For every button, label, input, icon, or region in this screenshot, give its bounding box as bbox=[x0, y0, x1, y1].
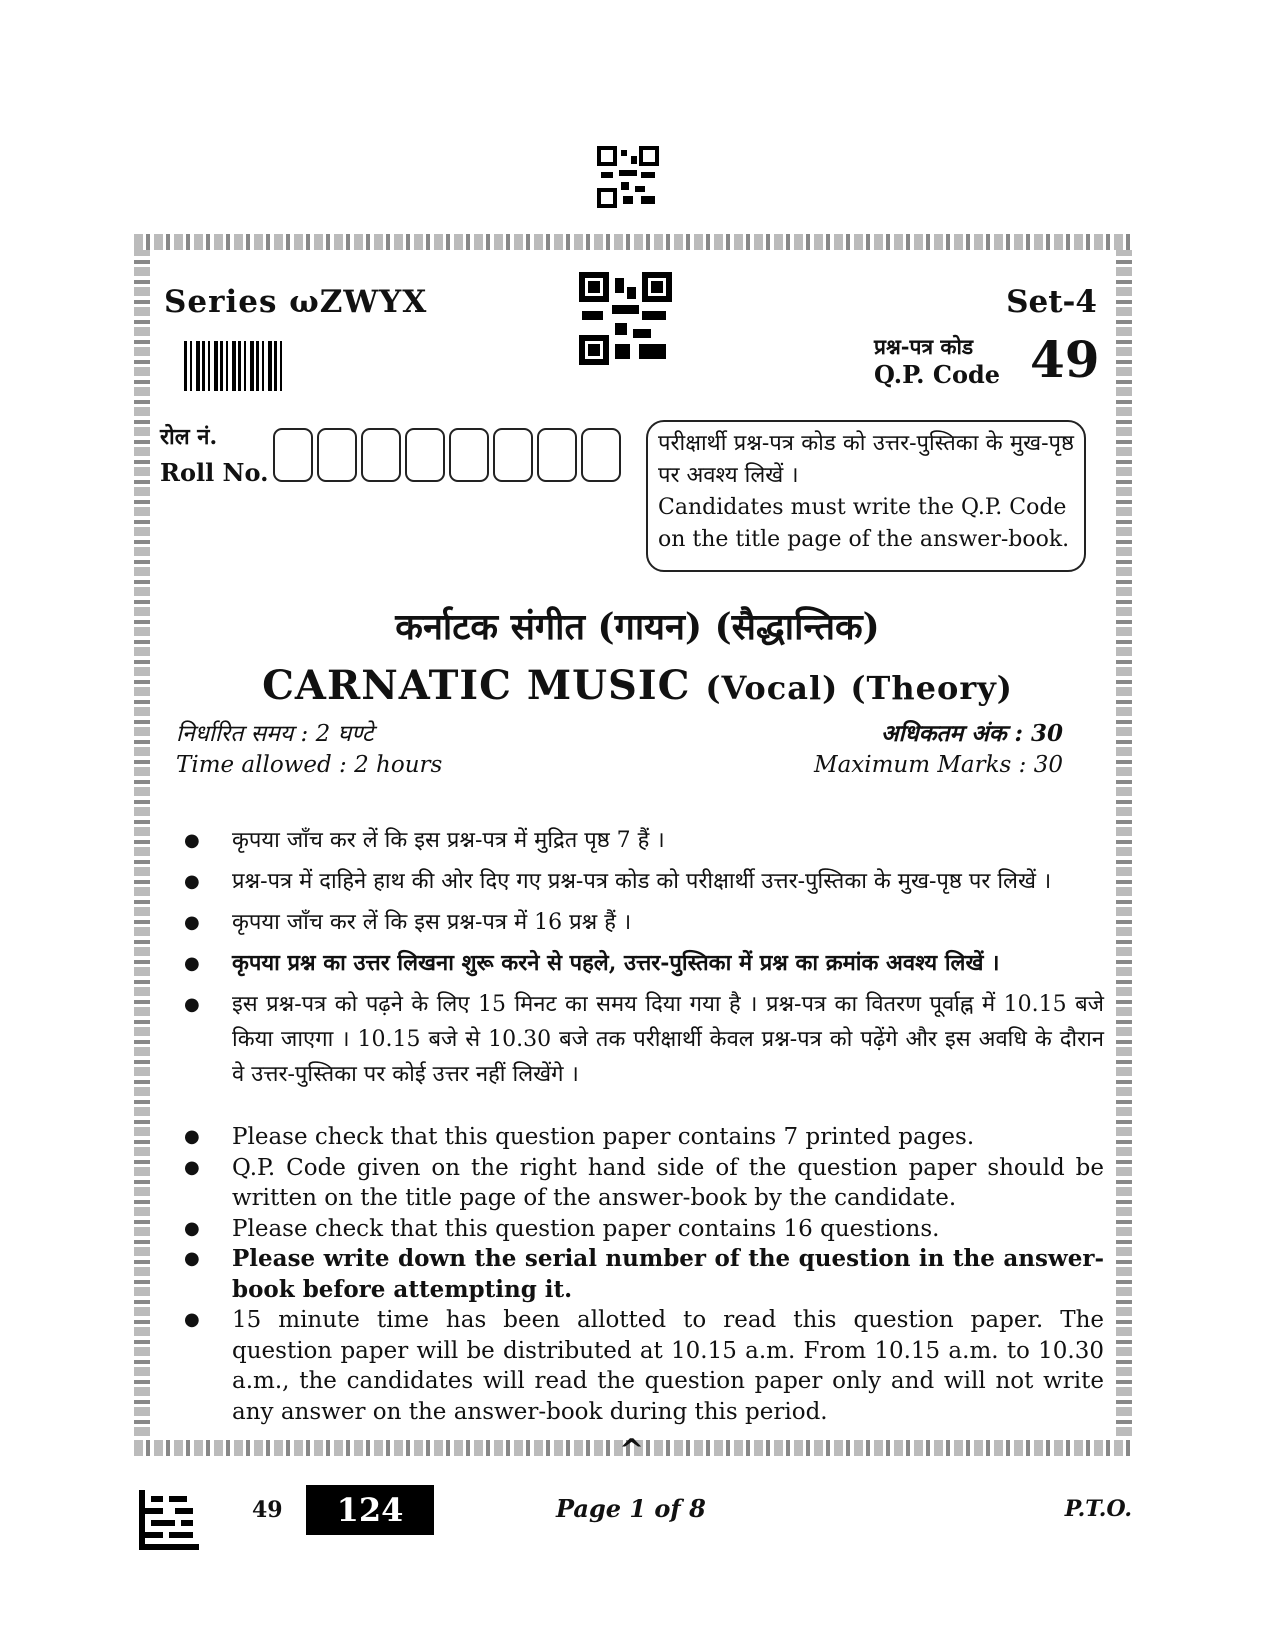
subject-title-english bbox=[0, 662, 1275, 709]
top-qr-code bbox=[597, 146, 659, 208]
instruction-item: ● प्रश्न-पत्र में दाहिने हाथ की ओर दिए गए प्रश्न-पत्र कोड को परीक्षार्थी उत्तर-पुस्तिका के मुख-पृष्ठ पर लिखें । bbox=[184, 864, 1104, 899]
max-marks-hindi: अधिकतम अंक : 30 bbox=[881, 720, 1063, 747]
header-qr-code bbox=[579, 272, 672, 365]
subject-title-main: CARNATIC MUSIC bbox=[262, 662, 691, 709]
footer-number-box: 124 bbox=[306, 1485, 434, 1535]
roll-box[interactable] bbox=[317, 428, 357, 482]
instruction-item: ● Please check that this question paper contains 7 printed pages. bbox=[184, 1122, 1104, 1153]
barcode-image bbox=[184, 341, 286, 391]
time-allowed-hindi: निर्धारित समय : 2 घण्टे bbox=[176, 721, 374, 747]
datamatrix-code bbox=[139, 1490, 199, 1550]
max-marks-english: Maximum Marks : 30 bbox=[814, 752, 1063, 778]
time-allowed-english: Time allowed : 2 hours bbox=[176, 752, 443, 778]
caret-mark: ^ bbox=[619, 1433, 645, 1468]
subject-title-hindi: कर्नाटक संगीत (गायन) (सैद्धान्तिक) bbox=[395, 606, 880, 648]
notice-english: Candidates must write the Q.P. Code on the title page of the answer-book. bbox=[658, 495, 1070, 552]
roll-box[interactable] bbox=[493, 428, 533, 482]
subject-title-sub: (Vocal) (Theory) bbox=[705, 669, 1013, 707]
instruction-item: ● कृपया प्रश्न का उत्तर लिखना शुरू करने से पहले, उत्तर-पुस्तिका में प्रश्न का क्रमांक अवश्य लिखें । bbox=[184, 946, 1104, 981]
notice-hindi: परीक्षार्थी प्रश्न-पत्र कोड को उत्तर-पुस्तिका के मुख-पृष्ठ पर अवश्य लिखें । bbox=[658, 431, 1074, 488]
pto-label: P.T.O. bbox=[1064, 1496, 1132, 1522]
roll-box[interactable] bbox=[273, 428, 313, 482]
instructions-hindi bbox=[184, 823, 1104, 1098]
instruction-item: ● 15 minute time has been allotted to read this question paper. The question paper will be distributed at 10.15 a.m. From 10.15 a.m. to 10.30 a.m., the candidates will read the question paper only and will not write any answer on the answer-book during this period. bbox=[184, 1305, 1104, 1427]
series-label: Series ωZWYX bbox=[164, 284, 428, 320]
roll-box[interactable] bbox=[581, 428, 621, 482]
instruction-item: ● Please write down the serial number of the question in the answer-book before attempting it. bbox=[184, 1244, 1104, 1305]
footer-qp-code: 49 bbox=[252, 1497, 283, 1523]
page-number: Page 1 of 8 bbox=[556, 1494, 706, 1523]
roll-label-hindi: रोल नं. bbox=[160, 424, 218, 450]
roll-box[interactable] bbox=[405, 428, 445, 482]
set-label: Set-4 bbox=[1006, 284, 1097, 320]
roll-box[interactable] bbox=[361, 428, 401, 482]
roll-box[interactable] bbox=[449, 428, 489, 482]
instruction-item: ● कृपया जाँच कर लें कि इस प्रश्न-पत्र में मुद्रित पृष्ठ 7 हैं । bbox=[184, 823, 1104, 858]
qp-code-label-english: Q.P. Code bbox=[874, 360, 1001, 389]
instruction-item: ● Q.P. Code given on the right hand side of the question paper should be written on the title page of the answer-book by the candidate. bbox=[184, 1153, 1104, 1214]
qp-code-notice-box bbox=[646, 420, 1086, 572]
qp-code-number: 49 bbox=[1030, 330, 1100, 389]
instruction-item: ● इस प्रश्न-पत्र को पढ़ने के लिए 15 मिनट का समय दिया गया है । प्रश्न-पत्र का वितरण पूर्वाह्न में 10.15 बजे किया जाएगा । 10.15 बजे से 10.30 बजे तक परीक्षार्थी केवल प्रश्न-पत्र को पढ़ेंगे और इस अवधि के दौरान वे उत्तर-पुस्तिका पर कोई उत्तर नहीं लिखेंगे । bbox=[184, 987, 1104, 1092]
roll-box[interactable] bbox=[537, 428, 577, 482]
instructions-english bbox=[184, 1122, 1104, 1427]
instruction-item: ● Please check that this question paper contains 16 questions. bbox=[184, 1214, 1104, 1245]
roll-label-english: Roll No. bbox=[160, 458, 269, 487]
instruction-item: ● कृपया जाँच कर लें कि इस प्रश्न-पत्र में 16 प्रश्न हैं । bbox=[184, 905, 1104, 940]
roll-number-boxes[interactable] bbox=[273, 428, 625, 482]
qp-code-label-hindi: प्रश्न-पत्र कोड bbox=[874, 334, 974, 359]
